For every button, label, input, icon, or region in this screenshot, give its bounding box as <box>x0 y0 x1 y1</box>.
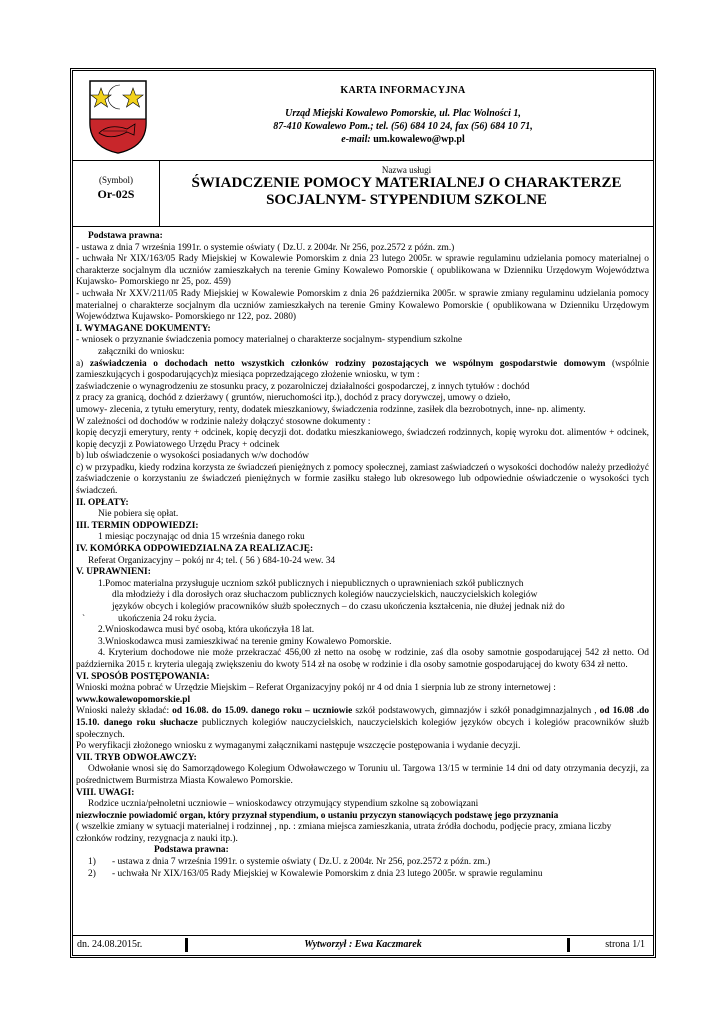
legal-basis-item: - uchwała Nr XIX/163/05 Rady Miejskiej w Kowalewie Pomorskim z dnia 23 lutego 2005r. w sprawie regulaminu udzielania pomocy materialnej o charakterze socjalnym dla uczniów zamieszkałych na terenie Gminy Kowalewo Pomorskie ( opublikowana w Dzienniku Urzędowym Województwa Kujawsko- Pomorskiego nr 25, poz. 459) <box>76 254 649 288</box>
item-prefix: a) <box>76 358 90 369</box>
legal-basis-item: - ustawa z dnia 7 września 1991r. o systemie oświaty ( Dz.U. z 2004r. Nr 256, poz.2572 z późn. zm.) <box>76 242 455 253</box>
symbol-value: Or-02S <box>97 187 135 201</box>
address-line-3 <box>153 133 653 146</box>
section-text: z pracy za granicą, dochód z dzierżawy ( gruntów, nieruchomości itp.), dochód z pracy dorywczej, umowy o dzieło, <box>76 393 511 404</box>
section-heading: VI. SPOSÓB POSTĘPOWANIA: <box>76 671 210 682</box>
document-frame <box>70 68 656 958</box>
service-header <box>73 161 653 227</box>
section-text: Rodzice ucznia/pełnoletni uczniowie – wnioskodawcy otrzymujący stypendium szkolne są zobowiązani <box>88 799 479 810</box>
section-heading: II. OPŁATY: <box>76 497 129 508</box>
section-text: W zależności od dochodów w rodzinie należy dołączyć stosowne dokumenty : <box>76 416 371 427</box>
bold-text: niezwłocznie powiadomić organ, który przyznał stypendium, o ustaniu przyczyn stanowiących podstawę jego przyznania <box>76 810 559 821</box>
service-title-line-1: ŚWIADCZENIE POMOCY MATERIALNEJ O CHARAKTERZE <box>191 175 622 191</box>
office-address <box>153 107 653 146</box>
plain-text: szkół podstawowych, gimnazjów i szkół ponadgimnazjalnych , <box>352 706 600 717</box>
section-text: 1 miesiąc poczynając od dnia 15 września danego roku <box>98 532 305 543</box>
section-text: 2.Wnioskodawca musi być osobą, która ukończyła 18 lat. <box>98 625 315 636</box>
plain-text: - ustawa z dnia 7 września 1991r. o systemie oświaty ( Dz.U. z 2004r. Nr 256, poz.2572 z późn. zm.) <box>112 857 491 868</box>
section-text: Referat Organizacyjny – pokój nr 4; tel. ( 56 ) 684-10-24 wew. 34 <box>88 555 336 566</box>
plain-text: - uchwała Nr XIX/163/05 Rady Miejskiej w Kowalewie Pomorskim z dnia 23 lutego 2005r. w sprawie regulaminu <box>112 868 543 879</box>
symbol-label: (Symbol) <box>98 175 133 185</box>
card-title: KARTA INFORMACYJNA <box>340 85 466 96</box>
section-heading: I. WYMAGANE DOKUMENTY: <box>76 323 211 334</box>
bold-text: od 16.08. do 15.09. danego roku – uczniowie <box>172 706 353 717</box>
section-text: dla młodzieży i dla dorosłych oraz słuchaczom publicznych kolegiów nauczycielskich, nauczycielskich kolegiów <box>112 590 538 601</box>
section-text: 4. Kryterium dochodowe nie może przekraczać 456,00 zł netto na osobę w rodzinie, zaś dla osoby samotnie gospodarującej 542 zł netto. Od października 2015 r. kryteria ulegają zwiększeniu do kwoty 514 zł na osobę w rodzinie i dla osoby samotnie gospodarującej do kwoty 634 zł netto. <box>76 648 649 670</box>
symbol-box <box>73 161 160 226</box>
legal-basis-item: - uchwała Nr XXV/211/05 Rady Miejskiej w Kowalewie Pomorskim z dnia 26 października 2005r. w sprawie zmiany regulaminu udzielania pomocy materialnej o charakterze socjalnym dla uczniów zamieszkałych na terenie Gminy Kowalewo Pomorskie ( opublikowana w Dzienniku Urzędowym Województwa Kujawsko- Pomorskiego nr 122, poz. 2080) <box>76 288 649 323</box>
document-body <box>76 231 649 880</box>
legal-basis-heading: Podstawa prawna: <box>154 845 229 856</box>
section-text: Wnioski można pobrać w Urzędzie Miejskim – Referat Organizacyjny pokój nr 4 od dnia 1 sierpnia lub ze strony internetowej : <box>76 683 556 694</box>
legal-basis-item <box>76 869 649 881</box>
section-text: Nie pobiera się opłat. <box>98 509 179 520</box>
service-name-box <box>160 161 653 209</box>
section-heading: III. TERMIN ODPOWIEDZI: <box>76 520 199 531</box>
service-label: Nazwa usługi <box>381 165 432 175</box>
service-title-line-2: SOCJALNYM- STYPENDIUM SZKOLNE <box>266 192 547 208</box>
section-text <box>76 706 649 741</box>
plain-text: publicznych kolegiów nauczycielskich, nauczycielskich kolegiów języków obcych i kolegiów pracowników służb społecznych. <box>76 717 649 740</box>
section-text <box>76 614 649 626</box>
section-text: Odwołanie wnosi się do Samorządowego Kolegium Odwoławczego w Toruniu ul. Targowa 13/15 w terminie 14 dni od daty otrzymania decyzji, za pośrednictwem Burmistrza Miasta Kowalewo Pomorskie. <box>76 764 649 786</box>
footer-divider <box>567 938 570 952</box>
section-heading: V. UPRAWNIENI: <box>76 567 151 578</box>
bold-text: od 16.08 .do 15.10. danego roku słuchacze <box>76 706 650 728</box>
section-heading: VIII. UWAGI: <box>76 787 135 798</box>
section-text: umowy- zlecenia, z tytułu emerytury, renty, dodatek mieszkaniowy, świadczenia rodzinne, zasiłek dla bezrobotnych, inne- np. alimenty. <box>76 404 586 415</box>
section-text: załączniki do wniosku: <box>98 346 185 357</box>
legal-basis-item <box>76 857 649 869</box>
section-text: - wniosek o przyznanie świadczenia pomocy materialnej o charakterze socjalnym- stypendium szkolne <box>76 335 463 346</box>
address-line-2: 87-410 Kowalewo Pom.; tel. (56) 684 10 24, fax (56) 684 10 71, <box>273 121 533 132</box>
legal-basis-heading: Podstawa prawna: <box>88 231 163 241</box>
website-link[interactable]: www.kowalewopomorskie.pl <box>76 694 191 705</box>
plain-text: Wnioski należy składać: <box>76 706 173 717</box>
section-text: Po weryfikacji złożonego wniosku z wymaganymi załącznikami następuje wszczęcie postępowania i wydanie decyzji. <box>76 741 521 752</box>
section-heading: IV. KOMÓRKA ODPOWIEDZIALNA ZA REALIZACJĘ: <box>76 544 314 555</box>
section-text: ( wszelkie zmiany w sytuacji materialnej i rodzinnej , np. : zmiana miejsca zamieszkania, utrata źródła dochodu, podjęcie pracy, zmiana liczby członków rodziny, rezygnacja z nauki itp.). <box>76 822 612 844</box>
section-text: kopię decyzji emerytury, renty + odcinek, kopię decyzji dot. dodatku mieszkaniowego, świadczeń rodzinnych, kopię wyroku dot. alimentów + odcinek, kopię decyzji z Powiatowego Urzędu Pracy + odcinek <box>76 428 649 450</box>
email-label: e-mail: <box>341 134 374 145</box>
plain-text: ukończenia 24 roku życia. <box>118 613 217 624</box>
section-text: 1.Pomoc materialna przysługuje uczniom szkół publicznych i niepublicznych o uprawnieniach szkół publicznych <box>98 578 524 589</box>
footer-author: Wytworzył : Ewa Kaczmarek <box>304 939 422 950</box>
footer <box>73 935 653 955</box>
bold-text: zaświadczenia o dochodach netto wszystkich członków rodziny pozostających we wspólnym gospodarstwie domowym <box>89 358 606 369</box>
item-number: 2) <box>88 868 96 879</box>
section-heading: VII. TRYB ODWOŁAWCZY: <box>76 752 197 763</box>
footer-date: dn. 24.08.2015r. <box>77 939 143 950</box>
section-text <box>76 359 649 382</box>
address-line-1: Urząd Miejski Kowalewo Pomorskie, ul. Plac Wolności 1, <box>285 108 521 119</box>
email-address: um.kowalewo@wp.pl <box>373 134 465 145</box>
footer-page: strona 1/1 <box>605 939 645 950</box>
section-text: b) lub oświadczenie o wysokości posiadanych w/w dochodów <box>76 451 310 462</box>
stray-mark: ` <box>82 613 86 624</box>
section-text: języków obcych i kolegiów pracowników służb społecznych – do czasu ukończenia kształcenia, nie dłużej jednak niż do <box>112 602 565 612</box>
header-block <box>73 71 653 161</box>
section-text: 3.Wnioskodawca musi zamieszkiwać na terenie gminy Kowalewo Pomorskie. <box>98 636 392 647</box>
section-text: c) w przypadku, kiedy rodzina korzysta ze świadczeń pieniężnych z pomocy społecznej, zamiast zaświadczeń o wysokości dochodów należy przedłożyć zaświadczenie o korzystaniu ze świadczeń pieniężnych w formie zasiłku stałego lub okresowego lub odpowiednie oświadczenie o wysokości tych świadczeń. <box>76 462 649 497</box>
section-text: zaświadczenie o wynagrodzeniu ze stosunku pracy, z pozarolniczej działalności gospodarczej, z innych tytułów : dochód <box>76 381 530 392</box>
item-number: 1) <box>88 857 96 868</box>
coat-of-arms-icon <box>87 79 149 155</box>
plain-text: (wspólnie zamieszkujących i gospodarujących)z miesiąca poprzedzającego złożenie wniosku, w tym : <box>76 358 649 381</box>
